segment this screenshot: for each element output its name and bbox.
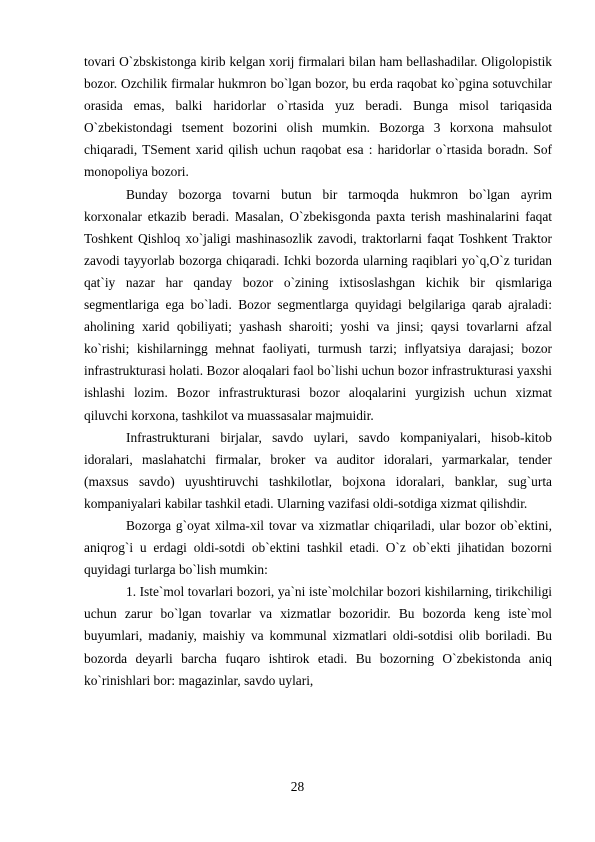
page-number: 28 [290, 779, 305, 794]
paragraph-5: 1. Iste`mol tovarlari bozori, ya`ni iste`molchilar bozori kishilarning, tirikchiligi uchun zarur bo`lgan tovarlar va xizmatlar bozoridir. Bu bozorda keng iste`mol buyumlari, madaniy, maishiy va kommunal xizmatlari oldi-sotdisi olib boriladi. Bu bozorda deyarli barcha fuqaro ishtirok etadi. Bu bozorning O`zbekistonda aniq ko`rinishlari bor: magazinlar, savdo uylari, [84, 584, 552, 688]
document-page [84, 51, 552, 692]
paragraph-2: Bunday bozorga tovarni butun bir tarmoqda hukmron bo`lgan ayrim korxonalar etkazib beradi. Masalan, O`zbekisgonda paxta terish mashinalarini faqat Toshkent Qishloq xo`jaligi mashinasozlik zavodi, traktorlarni faqat Toshkent Traktor zavodi tayyorlab bozorga chiqaradi. Ichki bozorda ularning raqiblari yo`q,O`z turidan qat`iy nazar har qanday bozor o`zining ixtisoslashgan kichik bir qismlariga segmentlariga ega bo`ladi. Bozor segmentlarga quyidagi belgilariga qarab ajraladi: aholining xarid qobiliyati; yashash sharoiti; yoshi va jinsi; qaysi tovarlarni afzal ko`rishi; kishilarningg mehnat faoliyati, turmush tarzi; inflyatsiya darajasi; bozor infrastrukturasi holati. Bozor aloqalari faol bo`lishi uchun bozor infrastrukturasi yaxshi ishlashi lozim. Bozor infrastrukturasi bozor aloqalarini yurgizish uchun xizmat qiluvchi korxona, tashkilot va muassasalar majmuidir. [84, 186, 552, 423]
paragraph-3: Infrastrukturani birjalar, savdo uylari, savdo kompaniyalari, hisob-kitob idoralari, maslahatchi firmalar, broker va auditor idoralari, yarmarkalar, tender (maxsus savdo) uyushtiruvchi tashkilotlar, bojxona idoralari, banklar, sug`urta kompaniyalari kabilar tashkil etadi. Ularning vazifasi oldi-sotdiga xizmat qilishdir. [84, 429, 552, 511]
paragraph-1: tovari O`zbskistonga kirib kelgan xorij firmalari bilan ham bellashadilar. Oligolopistik bozor. Ozchilik firmalar hukmron bo`lgan bozor, bu erda raqobat ko`pgina sotuvchilar orasida emas, balki haridorlar o`rtasida yuz beradi. Bunga misol tariqasida O`zbekistondagi tsement bozorini olish mumkin. Bozorga 3 korxona mahsulot chiqaradi, TSement xarid qilish uchun raqobat esa : haridorlar o`rtasida boradn. Sof monopoliya bozori. [84, 54, 552, 180]
paragraph-4: Bozorga g`oyat xilma-xil tovar va xizmatlar chiqariladi, ular bozor ob`ektini, aniqrog`i u erdagi oldi-sotdi ob`ektini tashkil etadi. O`z ob`ekti jihatidan bozorni quyidagi turlarga bo`lish mumkin: [84, 517, 552, 578]
